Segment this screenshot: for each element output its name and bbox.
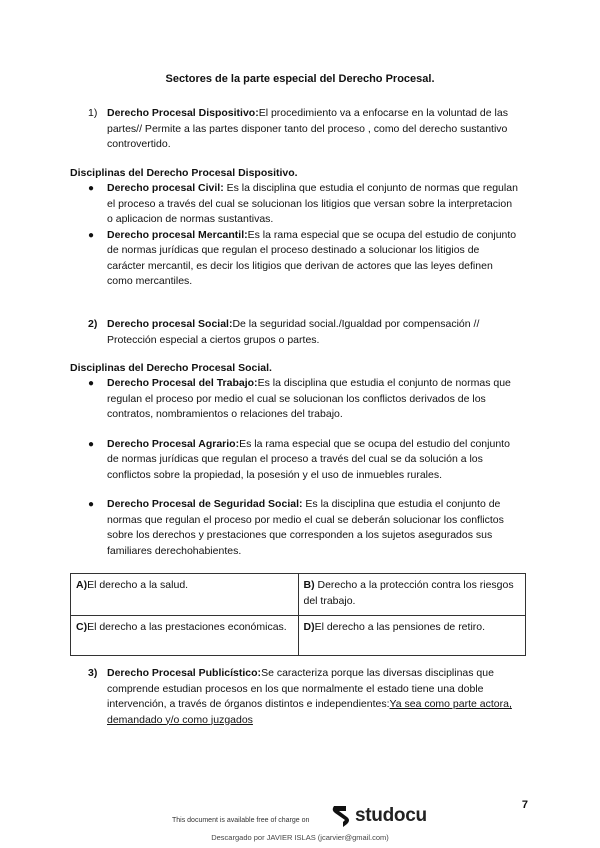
subhead-social: Disciplinas del Derecho Procesal Social. xyxy=(70,362,272,374)
section-3-text: Se caracteriza porque las diversas disciplinas que comprende estudian procesos en los que normalmente el estado tiene una doble intervención, a través de órganos distintos e independientes: xyxy=(107,667,494,710)
bullet-text: Es la rama especial que se ocupa del estudio de conjunto de normas jurídicas que regulan el proceso destinado a solucionar los litigios de carácter mercantil, es decir los litigios que derivan de actores que las leyes definen como mercantiles. xyxy=(107,228,517,287)
section-2-text: De la seguridad social./Igualdad por compensación // Protección especial a ciertos grupos o partes. xyxy=(107,318,480,346)
bullet-text: Es la disciplina que estudia el conjunto de normas que regulan el proceso por medio el cual se solucionan los conflictos derivados de los contratos, nombramientos o relaciones del trabajo. xyxy=(107,377,511,420)
section-1-number: 1) xyxy=(88,107,98,119)
cell-text: El derecho a las prestaciones económicas. xyxy=(87,621,287,633)
bullet-icon: ● xyxy=(88,183,95,194)
section-2-term: Derecho procesal Social: xyxy=(107,318,233,330)
table-cell-d xyxy=(298,616,526,656)
section-2-number: 2) xyxy=(88,318,98,330)
page-title: Sectores de la parte especial del Derecho Procesal. xyxy=(165,73,435,85)
bullet-term: Derecho procesal Civil: xyxy=(107,182,224,194)
table-cell-b xyxy=(298,574,526,616)
table-cell-a xyxy=(71,574,299,616)
studocu-s-icon xyxy=(330,804,352,828)
list-item xyxy=(88,497,520,559)
footer-availability: This document is available free of charge on xyxy=(172,817,310,824)
bullet-text: Es la rama especial que se ocupa del estudio del conjunto de normas jurídicas que regulan el proceso a través del cual se da solución a los conflictos sobre la propiedad, la posesión y el uso de inmuebles rurales. xyxy=(107,437,510,481)
rights-table xyxy=(70,573,526,656)
bullet-text: Es la disciplina que estudia el conjunto de normas que regulan el proceso a través del cual se solucionan los litigios que versan sobre la interpretacion o aplicacion de normas sustantivas. xyxy=(107,182,518,225)
cell-text: Derecho a la protección contra los riesgos del trabajo. xyxy=(303,579,514,607)
bullet-text: Es la disciplina que estudia el conjunto de normas que regulan el proceso por medio el cual se deberán solucionar los conflictos sobre los derechos y prestaciones que corresponden a los sujetos asegurados sus familiares derechohabientes. xyxy=(107,498,504,557)
cell-label: B) xyxy=(303,579,315,591)
bullet-term: Derecho Procesal de Seguridad Social: xyxy=(107,498,303,510)
cell-label: A) xyxy=(76,579,88,591)
section-3-number: 3) xyxy=(88,667,98,679)
studocu-logo[interactable] xyxy=(330,804,427,828)
bullet-term: Derecho procesal Mercantil: xyxy=(107,228,248,241)
section-3 xyxy=(88,666,520,728)
section-1-text: El procedimiento va a enfocarse en la voluntad de las partes// Permite a las partes disponer tanto del proceso , como del derecho sustantivo controvertido. xyxy=(107,107,508,150)
table-row xyxy=(71,616,526,656)
cell-text: El derecho a la salud. xyxy=(87,579,189,591)
table-cell-c xyxy=(71,616,299,656)
bullets-dispositivo xyxy=(88,181,520,290)
list-item xyxy=(88,376,520,423)
studocu-logo-text: studocu xyxy=(355,805,427,827)
section-1-term: Derecho Procesal Dispositivo: xyxy=(107,107,259,119)
bullet-term: Derecho Procesal del Trabajo: xyxy=(107,377,258,389)
list-item xyxy=(88,228,520,290)
table-row xyxy=(71,574,526,616)
bullets-social xyxy=(88,376,520,559)
subhead-dispositivo: Disciplinas del Derecho Procesal Dispositivo. xyxy=(70,167,298,179)
section-1 xyxy=(88,106,520,153)
list-item xyxy=(88,437,520,484)
bullet-icon: ● xyxy=(88,378,95,389)
section-2 xyxy=(88,317,520,348)
download-attribution: Descargado por JAVIER ISLAS (jcarvier@gmail.com) xyxy=(211,833,389,842)
page-number: 7 xyxy=(521,799,528,811)
list-item xyxy=(88,181,520,228)
section-3-term: Derecho Procesal Publicístico: xyxy=(107,667,262,679)
cell-label: C) xyxy=(76,621,88,633)
bullet-icon: ● xyxy=(88,229,95,241)
cell-text: El derecho a las pensiones de retiro. xyxy=(314,621,486,633)
cell-label: D) xyxy=(303,621,315,633)
bullet-icon: ● xyxy=(88,499,95,510)
bullet-term: Derecho Procesal Agrario: xyxy=(107,437,240,450)
section-3-underlined: Ya sea como parte actora, demandado y/o como juzgados xyxy=(107,698,512,726)
bullet-icon: ● xyxy=(88,438,95,450)
